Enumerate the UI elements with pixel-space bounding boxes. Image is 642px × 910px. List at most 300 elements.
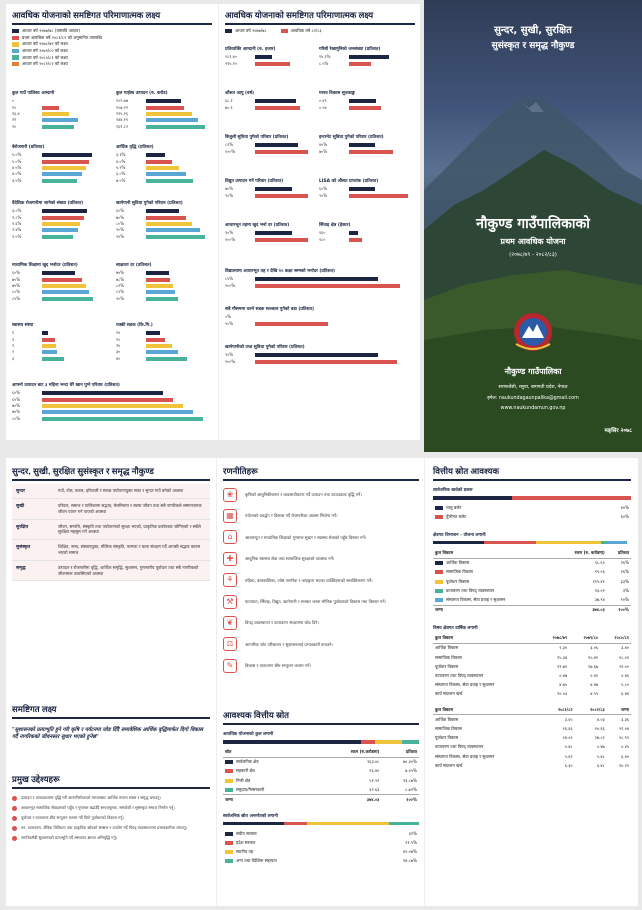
legend-item	[12, 41, 94, 48]
bar-track	[146, 271, 210, 275]
chart-title: खानेपानीको उच्च सुविधा पुगेको परिवार (प्रतिशत)	[225, 345, 305, 350]
table-cell: ६०%	[620, 514, 629, 520]
bar-value-label: ०.५४	[319, 104, 327, 110]
title-rule	[223, 723, 419, 725]
row-label: प्रदेश सरकार	[236, 839, 256, 845]
bar-value-label: ७८%	[116, 276, 125, 282]
chart-bar	[146, 209, 179, 213]
bar-value-label: ९०%	[116, 295, 125, 301]
chart-title: आफ्नो उत्पादन बाट ३ महिना भन्दा धेरै खान पुग्ने परिवार (प्रतिशत)	[12, 383, 120, 388]
bar-value-label: १००%	[225, 282, 236, 288]
bar-track	[146, 357, 210, 361]
table-header-cell: २०७९/८०	[569, 634, 600, 644]
stack-segment	[284, 822, 307, 826]
chart-bar	[255, 238, 308, 242]
bar-track	[349, 238, 413, 242]
chart-bar	[255, 231, 292, 235]
bar-value-label: ६०%	[116, 208, 125, 214]
bar-value-label: ८५%	[12, 295, 21, 301]
stack-segment	[389, 822, 418, 826]
chart-bar	[146, 331, 160, 335]
bar-value-label: ५०%	[225, 320, 234, 326]
chart-legend	[12, 28, 102, 68]
bar-value-label: ०%	[225, 314, 232, 320]
table-row	[223, 829, 419, 838]
table-cell: पूर्वाधार विकास	[435, 663, 459, 669]
chart-bar-row	[116, 296, 210, 302]
vision-description: गाउँ, टोल, बजार, हरियाली र स्वच्छ पर्यावरणयुक्त सफा र सुन्दर गाउँ बनेको अवस्था	[58, 488, 184, 493]
table-row	[433, 662, 631, 671]
objective-text: नागरिकमैत्री सुशासनको प्रत्याभूति गर्दै संस्थागत क्षमता अभिवृद्धि गर्नु।	[21, 835, 118, 840]
chart-bar	[146, 357, 187, 361]
bar-track	[146, 118, 210, 122]
table-cell: ६.४४	[621, 691, 629, 697]
stack-segment	[361, 740, 375, 744]
bar-track	[146, 235, 210, 239]
strategy-text: महिला, बालबालिका, ज्येष्ठ नागरिक र अपाङ्गता भएका व्यक्तिहरूको सशक्तिकरण गर्ने।	[245, 577, 373, 583]
chart-bar	[255, 143, 298, 147]
bar-value-label: ७५%	[12, 282, 21, 288]
table-header	[433, 548, 631, 558]
objective-text: पूर्वाधार र वातावरण बीच सन्तुलन कायम गर्दै दिगो पूर्वाधारको विकास गर्नु।	[21, 815, 124, 820]
chart-bar	[42, 235, 73, 239]
strategy-text: कृषिको आधुनिकीकरण र व्यवसायीकरण गर्दै उत्पादन तथा उत्पादकत्व वृद्धि गर्ने।	[245, 492, 362, 498]
row-label: सामाजिक विकास	[446, 569, 473, 575]
strategy-item	[223, 571, 419, 590]
table-cell: २७.८२	[594, 735, 605, 741]
legend-swatch	[435, 515, 443, 519]
table-cell: १००%	[381, 795, 419, 805]
bar-value-label: २	[12, 336, 15, 342]
bar-track	[42, 235, 106, 239]
vision-key: समृद्ध	[16, 565, 26, 571]
vision-key: सुन्दर	[16, 489, 25, 494]
vision-description: परिवार, समाज र पालिकामा सद्भाव, मेलमिलाप र स्वस्थ जीवन तथा सबै नागरिकले सम्मानजनक जीवन यापन गर्न पाएको अवस्था	[58, 503, 202, 514]
cover-slogan-line2: सुसंस्कृत र समृद्ध नौकुण्ड	[491, 41, 575, 51]
chart-bar	[42, 338, 55, 342]
table-cell: १०.२२	[618, 762, 629, 768]
bar-track	[255, 277, 413, 281]
table-total-row	[433, 605, 631, 615]
table-cell: ९८.६०	[594, 560, 605, 566]
table-cell: २२.००	[618, 663, 629, 669]
chart-bar	[42, 228, 78, 232]
sector-table	[433, 548, 631, 614]
table-header-cell: २०८०/८१	[600, 634, 631, 644]
indicator-chart	[225, 90, 313, 111]
row-label: सहकारी क्षेत्र	[236, 768, 255, 774]
table-cell: १०%	[620, 596, 629, 602]
table-cell: पूर्वाधार विकास	[435, 735, 459, 741]
chart-bar	[146, 112, 192, 116]
chart-bar	[42, 290, 89, 294]
bar-value-label: ७०%	[12, 402, 21, 408]
chart-bar	[349, 106, 381, 110]
bar-track	[255, 187, 313, 191]
chart-bar-row	[319, 236, 413, 242]
chart-bar	[42, 112, 69, 116]
finance-stacked-bar	[223, 740, 419, 744]
chart-bar-row	[116, 234, 210, 240]
table-cell: २८.९२	[618, 735, 629, 741]
table-cell	[223, 785, 313, 795]
table-cell: जम्मा	[433, 605, 552, 615]
legend-swatch	[435, 506, 443, 510]
table-cell: ५.६९	[564, 753, 573, 759]
bar-track	[146, 216, 210, 220]
bar-value-label: ६०%	[12, 390, 21, 396]
table-cell: १८.०१	[618, 654, 629, 660]
indicator-chart	[319, 134, 413, 155]
table-cell: ३२.६३	[369, 786, 380, 792]
bar-track	[255, 353, 413, 357]
bar-value-label: ९०%	[225, 192, 234, 198]
legend-label: प्रथम आवधिक वर्ष २०८१/८२ को अनुमानित उपलब्धि	[22, 34, 102, 40]
bar-track	[255, 284, 413, 288]
table-cell: ०.४७	[559, 673, 568, 679]
chart-bar-row	[12, 234, 106, 240]
cover-title: नौकुण्ड गाउँपालिकाको	[476, 216, 590, 232]
table-cell	[433, 558, 552, 568]
bar-value-label: ७५%	[12, 409, 21, 415]
table-cell: १००%	[607, 605, 631, 615]
stack-segment	[512, 496, 631, 500]
bar-value-label: ७०.१	[225, 104, 233, 110]
bar-track	[146, 290, 210, 294]
table-cell: ६.४०	[621, 753, 629, 759]
table-cell: ११.९%	[405, 839, 417, 845]
chart-title: माध्यमिक शिक्षामा खुद भर्नादर (प्रतिशत)	[12, 263, 78, 268]
indicator-chart	[319, 178, 413, 199]
bar-value-label: ७.०%	[116, 177, 126, 183]
chart-title: इन्टरनेट सुविधा पुगेको परिवार (प्रतिशत)	[319, 135, 384, 140]
table-row	[223, 785, 419, 795]
bar-value-label: ३०	[116, 349, 121, 355]
stack-segment	[433, 496, 512, 500]
table-cell: १७.६७	[588, 663, 599, 669]
legend-swatch	[225, 788, 233, 792]
row-label: सार्वजनिक क्षेत्र	[236, 759, 259, 765]
bar-value-label: ६०%	[319, 186, 328, 192]
bar-value-label: ८०%	[12, 289, 21, 295]
bar-value-label: ८०%	[12, 415, 21, 421]
table-cell: संस्थागत विकास, सेवा प्रवाह र सुशासन	[435, 682, 495, 688]
chart-bar	[146, 350, 178, 354]
bar-value-label: ९०%	[225, 352, 234, 358]
chart-bar	[349, 150, 393, 154]
table-row	[433, 761, 631, 770]
chart-bar	[42, 417, 203, 421]
row-label: संघीय सरकार	[236, 830, 257, 836]
chart-bar-row	[225, 192, 313, 198]
table-row	[223, 767, 419, 776]
table-cell: ३.६५	[564, 716, 573, 722]
chart-bar	[146, 166, 179, 170]
table-cell: ३.४०	[621, 645, 629, 651]
chart-bar	[146, 284, 173, 288]
table-cell: ३.३६	[621, 716, 629, 722]
bar-value-label: ८२%	[116, 282, 125, 288]
cover-email[interactable]: इमेल: naukundagaunpalika@gmail.com	[487, 396, 579, 401]
chart-bar	[42, 331, 48, 335]
table-header	[223, 748, 419, 758]
table-cell: १५.४१	[588, 654, 599, 660]
bar-value-label: ३.०%	[12, 208, 22, 214]
chart-title: स्वास्थ्य संस्था	[12, 323, 34, 328]
bar-track	[349, 194, 413, 198]
legend-label: आधार वर्ष २०७८/७९ को लक्ष्य	[22, 41, 68, 47]
strategies-list	[223, 485, 419, 676]
table-cell: ०.४५	[621, 744, 629, 750]
chart-bar	[255, 150, 308, 154]
table-cell	[223, 848, 371, 857]
indicator-chart	[116, 200, 210, 240]
bar-track	[255, 99, 313, 103]
stack-segment	[536, 541, 601, 545]
row-label: संस्थागत विकास, सेवा प्रवाह र सुशासन	[446, 596, 506, 602]
row-label: पुँजीगत बजेट	[446, 514, 467, 520]
indicator-chart	[12, 322, 106, 362]
strategy-icon: ❦	[223, 616, 237, 630]
chart-title: विद्यालयमा आधारभूत तह र देखि १० कक्षा सम्मको भर्नादर (प्रतिशत)	[225, 269, 335, 274]
bar-track	[146, 106, 210, 110]
indicator-chart	[225, 134, 313, 155]
table-row	[433, 671, 631, 680]
annual-subtitle: विषय क्षेत्रगत वार्षिक लगानी	[433, 625, 478, 631]
legend-label: आधार वर्ष २०८१/८२ को लक्ष्य	[22, 61, 68, 67]
chart-bar-row	[12, 124, 106, 130]
bar-value-label: २	[12, 349, 15, 355]
bar-value-label: ६०%	[12, 270, 21, 276]
table-cell: ३%	[622, 587, 629, 593]
legend-swatch	[12, 42, 19, 46]
chart-bar-row	[225, 148, 313, 154]
table-row	[433, 643, 631, 653]
chart-bar-row	[12, 356, 106, 362]
bar-track	[349, 231, 413, 235]
objective-item	[12, 805, 210, 811]
chart-bar	[146, 271, 169, 275]
table-header-cell: जम्मा	[607, 705, 631, 715]
objectives-list	[12, 795, 210, 841]
indicator-chart	[116, 322, 210, 362]
row-label: निजी क्षेत्र	[236, 777, 251, 783]
bullet-icon	[12, 816, 17, 821]
legend-swatch	[281, 29, 288, 33]
bar-track	[146, 222, 210, 226]
vision-page	[6, 458, 216, 906]
legend-swatch	[225, 832, 233, 836]
vision-description: शिक्षित, सभ्य, संस्कारयुक्त, मौलिक संस्कृति, परम्परा र कला संरक्षण गर्दै आपसी सद्भाव कायम भएको समाज	[58, 544, 201, 555]
legend-item	[12, 61, 94, 68]
bar-value-label: ८१%	[225, 142, 234, 148]
chart-bar	[146, 338, 165, 342]
row-label: आर्थिक विकास	[446, 560, 470, 566]
bar-value-label: ८५%	[116, 289, 125, 295]
chart-bar	[349, 187, 375, 191]
bar-value-label: १०२.७७	[116, 98, 128, 104]
bar-track	[42, 172, 106, 176]
bar-value-label: २.०%	[12, 233, 22, 239]
strategy-icon: ▦	[223, 509, 237, 523]
table-header-cell: कुल विकास	[433, 548, 552, 558]
chart-bar	[146, 118, 198, 122]
bar-track	[42, 357, 106, 361]
cover-subtitle: प्रथम आवधिक योजना	[500, 237, 566, 246]
table-cell: ७०.३०%	[402, 759, 417, 765]
bar-track	[42, 350, 106, 354]
table-cell: कार्य संचालन खर्च	[435, 762, 463, 768]
chart-bar-row	[12, 296, 106, 302]
table-cell: १९.७१	[557, 663, 568, 669]
chart-bar	[255, 106, 300, 110]
bar-value-label: २.४%	[12, 227, 22, 233]
bar-value-label: २.६%	[12, 220, 22, 226]
sources-title: वित्तीय स्रोत आवश्यक	[433, 466, 500, 476]
table-header-cell: कुल विकास	[433, 634, 538, 644]
chart-bar	[255, 55, 272, 59]
table-cell: ६.३०	[564, 762, 573, 768]
chart-bar-row	[116, 356, 210, 362]
bar-value-label: ४०%	[319, 142, 328, 148]
bar-track	[146, 160, 210, 164]
strategy-icon: ⚖	[223, 637, 237, 651]
table-cell: ९९.०६	[594, 569, 605, 575]
indicator-chart	[12, 144, 106, 184]
bar-value-label: ५.०%	[12, 158, 22, 164]
bar-track	[42, 284, 106, 288]
bar-value-label: ७०%	[12, 276, 21, 282]
table-cell: ३१%	[408, 830, 417, 836]
table-cell: १५.३४	[557, 654, 568, 660]
row-label: वातावरण तथा विपद् व्यवस्थापन	[446, 587, 495, 593]
table-header-cell: स्रोत	[223, 748, 313, 758]
finance-title: आवश्यक वित्तीय स्रोत	[223, 710, 290, 720]
table-row	[433, 504, 631, 513]
chart-bar-row	[319, 104, 413, 110]
chart-title: सबै मौसममा चल्ने सडक सञ्जाल पुगेको वडा (प्रतिशत)	[225, 307, 314, 312]
indicator-chart	[225, 46, 313, 67]
objective-text: वन, वातावरण, जैविक विविधता तथा प्राकृतिक स्रोतको संरक्षण र उपयोग गर्दै विपद् व्यवस्थापनमा प्रभावकारिता ल्याउनु।	[21, 825, 188, 830]
indicator-chart	[225, 344, 413, 365]
chart-bar-row	[319, 192, 413, 198]
strategy-text: पर्यटनको प्रवर्द्धन र विकास गर्दै रोजगारीका अवसर सिर्जना गर्ने।	[245, 513, 338, 519]
chart-bar	[255, 284, 400, 288]
chart-bar-row	[12, 178, 106, 184]
chart-bar	[42, 160, 89, 164]
bar-track	[146, 338, 210, 342]
table-cell: २४.०२	[562, 735, 573, 741]
strategy-item	[223, 485, 419, 504]
legend-label: आधार वर्ष २०७७/७८	[235, 28, 267, 34]
legend-swatch	[225, 760, 233, 764]
strategy-icon: ✚	[223, 552, 237, 566]
bar-track	[146, 209, 210, 213]
chart-title: आर्थिक वृद्धि (प्रतिशत)	[116, 145, 154, 150]
bar-value-label: १६.४	[12, 110, 20, 116]
table-header	[433, 705, 631, 715]
table-header-cell: रकम (रु.करोडमा)	[313, 748, 381, 758]
bar-track	[146, 297, 210, 301]
finance-subtitle: आवधिक योजनाको कुल लगानी	[223, 732, 274, 737]
bar-track	[146, 125, 210, 129]
table-cell: वातावरण तथा विपद् व्यवस्थापन	[435, 673, 484, 679]
chart-bar	[146, 297, 178, 301]
table-row	[433, 752, 631, 761]
bar-value-label: १८२.४०	[225, 54, 237, 60]
bar-track	[349, 62, 413, 66]
bar-value-label: १००%	[225, 148, 236, 154]
bar-track	[349, 99, 413, 103]
chart-bar	[146, 216, 186, 220]
public-finance-subtitle: सार्वजनिक स्रोत अन्तर्गतको लगानी	[223, 813, 278, 819]
chart-bar	[255, 353, 378, 357]
chart-bar	[42, 271, 75, 275]
stack-segment	[307, 822, 389, 826]
table-cell: ३७.९४	[594, 596, 605, 602]
bar-track	[146, 172, 210, 176]
legend-swatch	[225, 29, 232, 33]
table-cell: संस्थागत विकास, सेवा प्रवाह र सुशासन	[435, 753, 495, 759]
bar-track	[42, 338, 106, 342]
section-title: आवधिक योजनाको समष्टिगत परिमाणात्मक लक्ष्य	[12, 10, 161, 20]
chart-bar	[349, 99, 376, 103]
title-rule	[12, 23, 212, 25]
strategy-item	[223, 635, 419, 654]
table-row	[223, 848, 419, 857]
sector-stacked-bar	[433, 541, 631, 545]
annual-table-a	[433, 634, 631, 699]
chart-title: वैदेशिक रोजगारीमा जानेको संख्या (प्रतिशत)	[12, 201, 84, 206]
cover-website[interactable]: www.naukundamun.gov.np	[500, 406, 566, 411]
vision-row	[12, 499, 210, 520]
indicator-chart	[116, 90, 210, 130]
bar-value-label: १५.२%	[319, 54, 331, 60]
table-row	[223, 857, 419, 866]
bar-value-label: २०	[116, 336, 121, 342]
bullet-icon	[12, 796, 17, 801]
bar-track	[255, 360, 413, 364]
chart-bar-row	[319, 60, 413, 66]
chart-bar	[42, 179, 77, 183]
objective-item	[12, 825, 210, 831]
bar-track	[42, 331, 106, 335]
chart-bar	[349, 238, 362, 242]
strategy-item	[223, 506, 419, 525]
bar-track	[146, 99, 210, 103]
chart-bar	[146, 179, 193, 183]
bar-track	[42, 344, 106, 348]
bar-track	[42, 290, 106, 294]
indicator-chart	[225, 268, 413, 289]
table-row	[433, 558, 631, 568]
bar-track	[42, 166, 106, 170]
strategy-item	[223, 528, 419, 547]
chart-bar	[146, 344, 172, 348]
legend-item	[12, 48, 94, 55]
chart-bar	[146, 278, 170, 282]
chart-bar	[146, 235, 205, 239]
goal-title: समष्टिगत लक्ष्य	[12, 704, 57, 714]
objective-item	[12, 815, 210, 821]
chart-bar-row	[116, 124, 210, 130]
bar-value-label: १	[12, 330, 15, 336]
bar-value-label: २२	[12, 117, 17, 123]
bar-track	[42, 153, 106, 157]
bar-track	[146, 228, 210, 232]
strategy-text: यातायात, सिँचाइ, विद्युत, खानेपानी र सञ्चार जस्ता भौतिक पूर्वाधारको विकास तथा विस्तार गर्ने।	[245, 599, 387, 604]
bar-value-label: ३	[12, 355, 15, 361]
